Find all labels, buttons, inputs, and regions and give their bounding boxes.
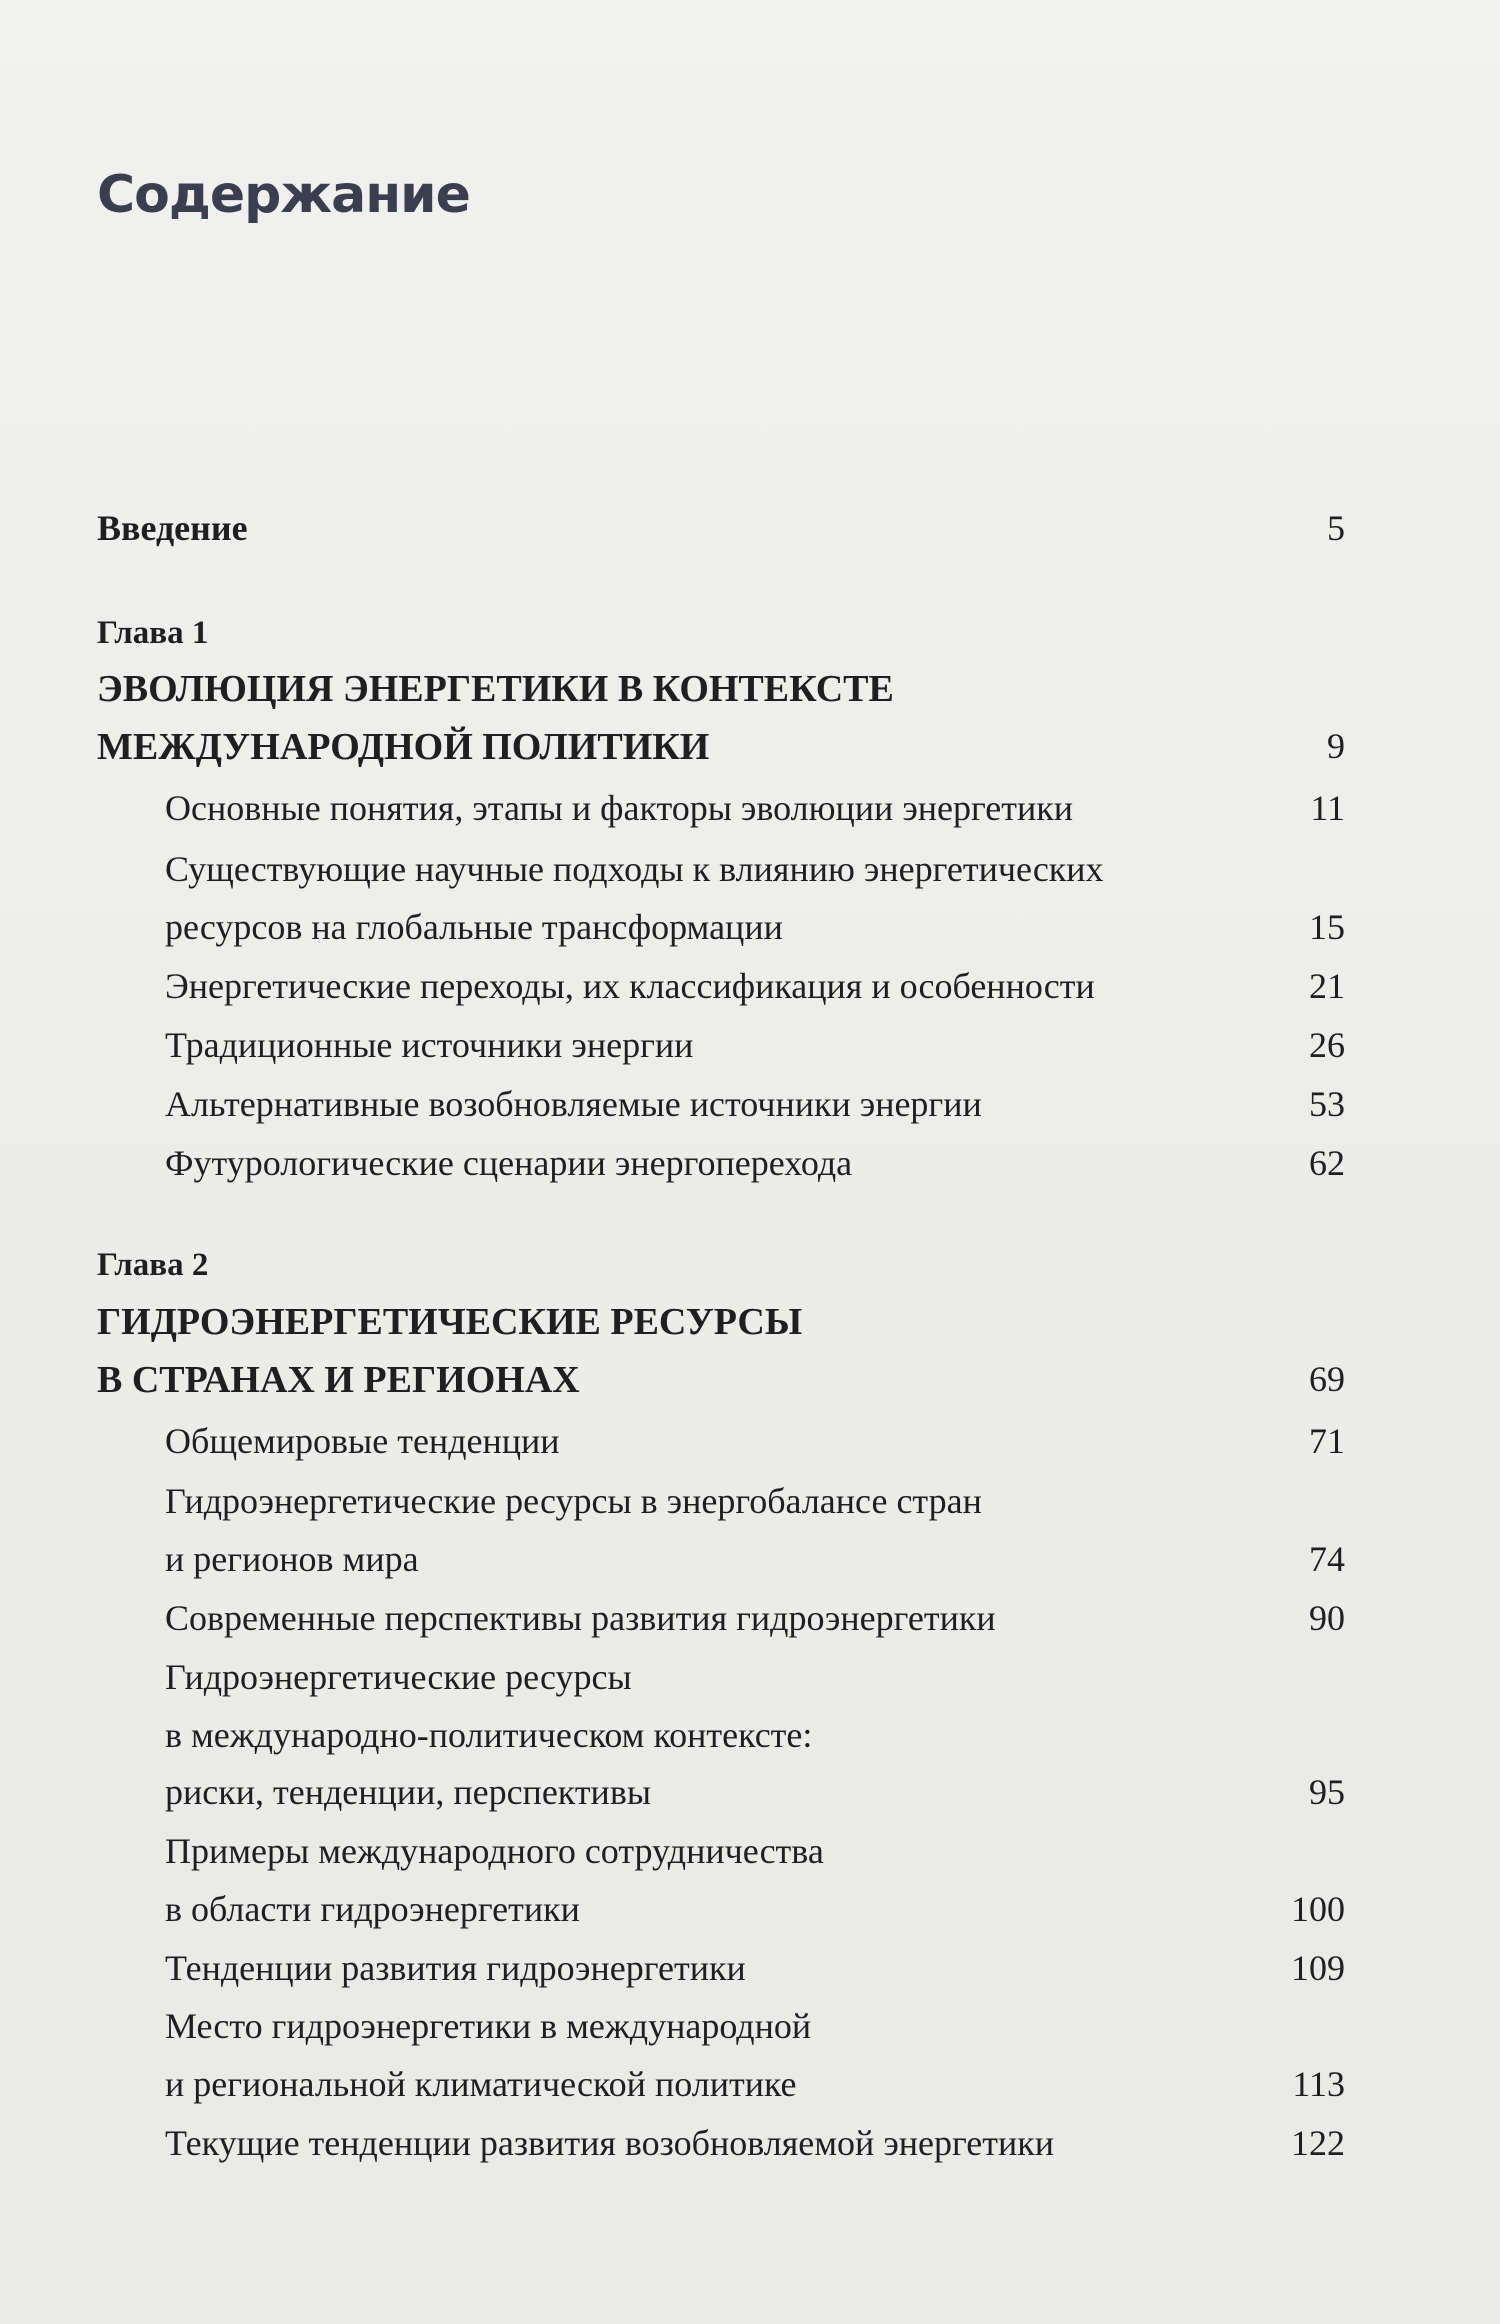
section-title: Гидроэнергетические ресурсы в энергобалансе стран [165,1481,982,1521]
section-title: Основные понятия, этапы и факторы эволюции энергетики [165,788,1074,828]
chapter-title: ЭВОЛЮЦИЯ ЭНЕРГЕТИКИ В КОНТЕКСТЕ [97,668,894,710]
section-title: Традиционные источники энергии [165,1025,694,1065]
page-number: 26 [1309,1025,1345,1065]
page-number: 62 [1309,1143,1345,1183]
section-title: и регионов мира [165,1539,419,1579]
section-title: риски, тенденции, перспективы [165,1772,651,1812]
section-title: и региональной климатической политике [165,2064,797,2104]
section-title: Тенденции развития гидроэнергетики [165,1948,746,1988]
section-title: Энергетические переходы, их классификация и особенности [165,966,1095,1006]
page-number: 100 [1291,1889,1345,1929]
chapter-label: Глава 2 [97,1247,209,1283]
chapter-title: МЕЖДУНАРОДНОЙ ПОЛИТИКИ [97,726,710,768]
section-title: Альтернативные возобновляемые источники энергии [165,1084,982,1124]
page-number: 90 [1309,1598,1345,1638]
section-title: Футурологические сценарии энергоперехода [165,1143,853,1183]
section-title: Место гидроэнергетики в международной [165,2006,812,2046]
section-title: Современные перспективы развития гидроэнергетики [165,1598,996,1638]
chapter-label: Глава 1 [97,615,209,651]
chapter-title: ГИДРОЭНЕРГЕТИЧЕСКИЕ РЕСУРСЫ [97,1301,803,1343]
section-title: Общемировые тенденции [165,1421,560,1461]
section-title: Текущие тенденции развития возобновляемой энергетики [165,2123,1055,2163]
page-number: 53 [1309,1084,1345,1124]
chapter-title: В СТРАНАХ И РЕГИОНАХ [97,1359,580,1401]
page-number: 71 [1309,1421,1345,1461]
page-number: 15 [1309,907,1345,947]
page-number: 21 [1309,966,1345,1006]
section-title: в международно-политическом контексте: [165,1715,813,1755]
page-title: Содержание [97,165,470,225]
page-number: 113 [1292,2064,1345,2104]
page-number: 109 [1291,1948,1345,1988]
page-number: 11 [1310,788,1345,828]
section-title: Примеры международного сотрудничества [165,1831,824,1871]
intro-label: Введение [97,508,248,548]
page-number: 122 [1291,2123,1345,2163]
page-number: 9 [1327,726,1345,766]
section-title: Существующие научные подходы к влиянию энергетических [165,849,1104,889]
section-title: в области гидроэнергетики [165,1889,580,1929]
page-number: 5 [1327,508,1345,548]
section-title: ресурсов на глобальные трансформации [165,907,783,947]
page-number: 95 [1309,1772,1345,1812]
page-number: 74 [1309,1539,1345,1579]
page-number: 69 [1309,1359,1345,1399]
section-title: Гидроэнергетические ресурсы [165,1657,632,1697]
